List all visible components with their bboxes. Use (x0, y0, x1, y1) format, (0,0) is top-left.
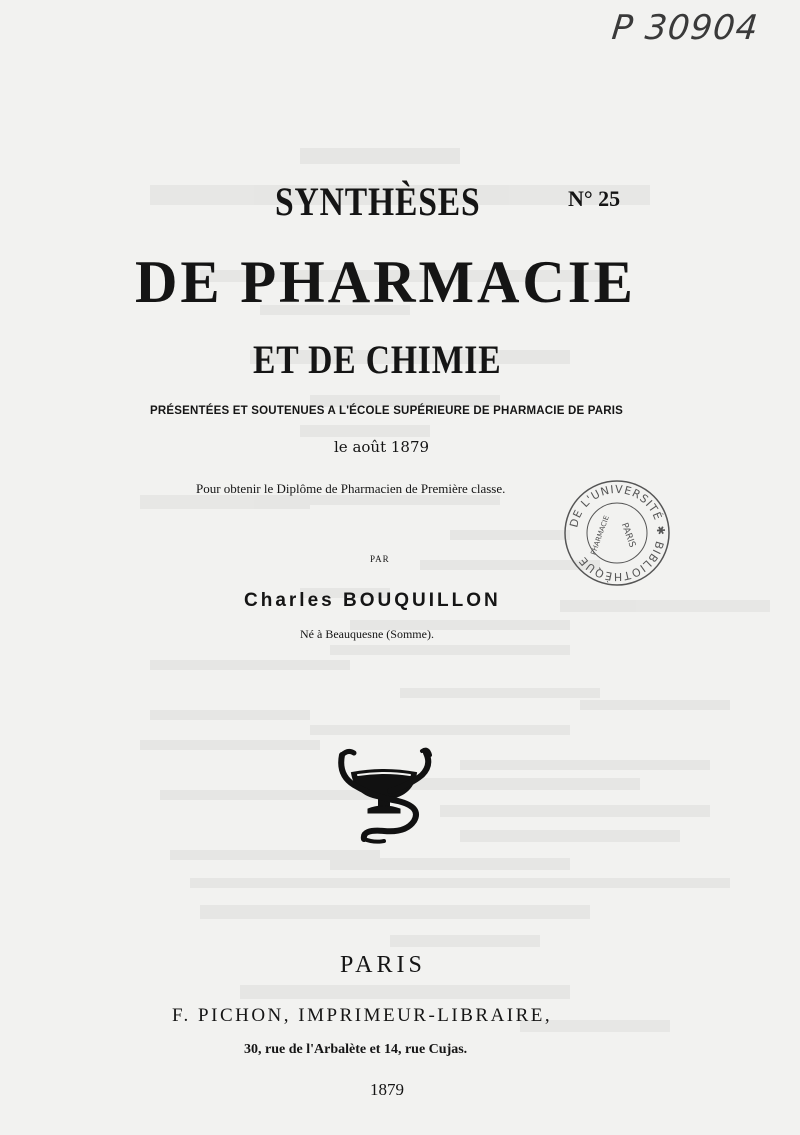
pharmacy-emblem-icon (334, 745, 434, 845)
author-name: Charles BOUQUILLON (244, 590, 501, 611)
stamp-ring-text: DE L'UNIVERSITÉ ✱ BIBLIOTHÈQUE (567, 482, 668, 584)
stamp-center-line-2: PARIS (618, 521, 637, 550)
title-line-1: SYNTHÈSES (275, 179, 481, 224)
printer-name: F. PICHON, IMPRIMEUR-LIBRAIRE, (172, 1005, 553, 1026)
stamp-center-line-1: PHARMACIE (589, 514, 611, 557)
call-number: P 30904 (609, 8, 761, 48)
printer-address: 30, rue de l'Arbalète et 14, rue Cujas. (244, 1042, 468, 1057)
publication-city: PARIS (340, 952, 426, 978)
degree-purpose: Pour obtenir le Diplôme de Pharmacien de Première classe. (196, 481, 506, 496)
thesis-number: N° 25 (568, 186, 621, 211)
subtitle: PRÉSENTÉES ET SOUTENUES A L'ÉCOLE SUPÉRIEURE DE PHARMACIE DE PARIS (150, 405, 624, 417)
library-stamp (562, 478, 672, 588)
by-label: PAR (370, 554, 390, 564)
title-line-2: DE PHARMACIE (135, 249, 636, 315)
defense-date: le août 1879 (334, 438, 430, 456)
title-line-3: ET DE CHIMIE (253, 337, 502, 382)
publication-year: 1879 (370, 1080, 404, 1099)
birthplace: Né à Beauquesne (Somme). (300, 627, 434, 641)
